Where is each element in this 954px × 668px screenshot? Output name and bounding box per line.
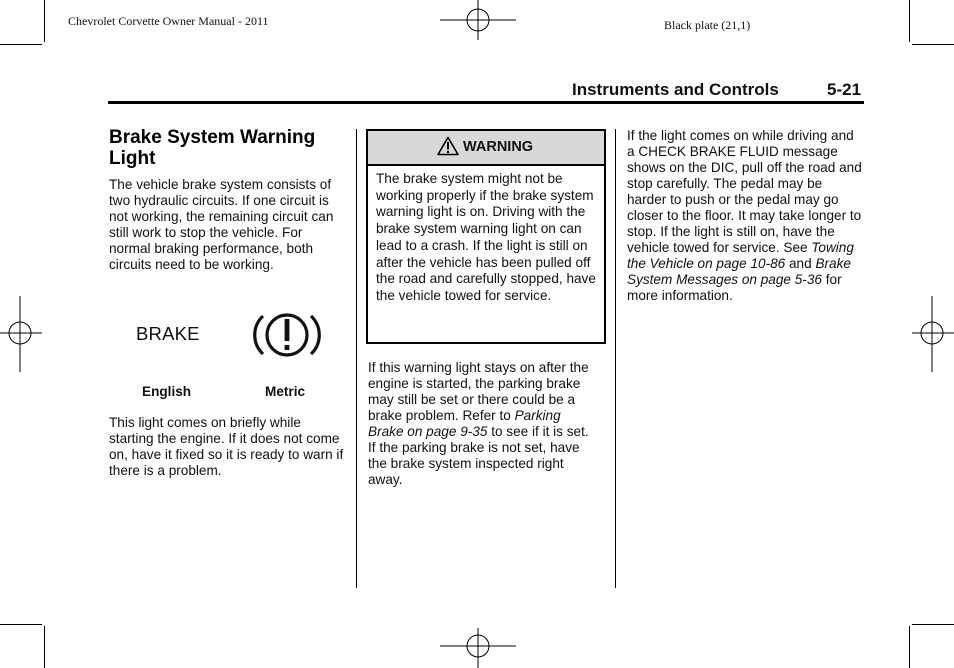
- crop-mark: [912, 624, 954, 625]
- caption-metric: Metric: [265, 384, 306, 399]
- right-paragraph-text: and: [785, 256, 816, 271]
- registration-target-icon: [440, 0, 516, 44]
- middle-paragraph-text: If this warning light stays on after the engine is started, the parking brake may still be set or there could be a brake problem. Refer to: [368, 360, 589, 423]
- column-divider: [615, 129, 616, 588]
- warning-triangle-icon: [437, 136, 459, 156]
- note-paragraph: This light comes on briefly while starting the engine. If it does not come on, have it fixed so it is ready to warn if there is a problem.: [109, 415, 344, 478]
- intro-paragraph: The vehicle brake system consists of two hydraulic circuits. If one circuit is not working, the remaining circuit can still work to stop the vehicle. For normal braking performance, both circuits need to be working.: [109, 177, 334, 272]
- crop-mark: [0, 44, 42, 45]
- right-paragraph-text: for more information.: [627, 272, 842, 303]
- caption-english: English: [142, 384, 192, 399]
- crop-mark: [44, 626, 45, 668]
- brake-english-symbol: BRAKE: [136, 323, 200, 344]
- crop-mark: [909, 626, 910, 668]
- registration-target-icon: [0, 296, 44, 372]
- crop-mark: [44, 0, 45, 42]
- crop-mark: [912, 44, 954, 45]
- crop-mark: [909, 0, 910, 42]
- print-meta-plate: Black plate (21,1): [664, 18, 751, 32]
- towing-reference: Towing the Vehicle on page 10-86: [627, 240, 854, 271]
- middle-paragraph: [368, 360, 596, 488]
- brake-messages-reference: Brake System Messages on page 5-36: [627, 256, 851, 287]
- section-heading: Brake System Warning Light: [109, 127, 316, 169]
- warning-header: [368, 131, 604, 166]
- middle-paragraph-text: to see if it is set. If the parking brake is not set, have the brake system inspected right away.: [368, 424, 589, 487]
- warning-label: WARNING: [463, 139, 534, 155]
- page-number: 5-21: [827, 80, 862, 99]
- brake-warning-metric-icon: [252, 307, 322, 363]
- warning-box: [366, 129, 606, 344]
- right-paragraph: [627, 128, 863, 304]
- section-title: Instruments and Controls: [572, 80, 779, 99]
- warning-body: The brake system might not be working properly if the brake system warning light is on. Driving with the brake system warning light on can lead to a crash. If the light is still on after the vehicle has been pulled off the road and carefully stopped, have the vehicle towed for service.: [376, 171, 596, 303]
- column-divider: [356, 129, 357, 588]
- registration-target-icon: [910, 296, 954, 372]
- print-meta-title: Chevrolet Corvette Owner Manual - 2011: [68, 14, 269, 28]
- header-rule: [108, 101, 864, 104]
- parking-brake-reference: Parking Brake on page 9-35: [368, 408, 561, 439]
- registration-target-icon: [440, 626, 516, 668]
- right-paragraph-text: If the light comes on while driving and a CHECK BRAKE FLUID message shows on the DIC, pull off the road and stop carefully. The pedal may be harder to push or the pedal may go closer to the floor. It may take longer to stop. If the light is still on, have the vehicle towed for service. See: [627, 128, 862, 255]
- crop-mark: [0, 624, 42, 625]
